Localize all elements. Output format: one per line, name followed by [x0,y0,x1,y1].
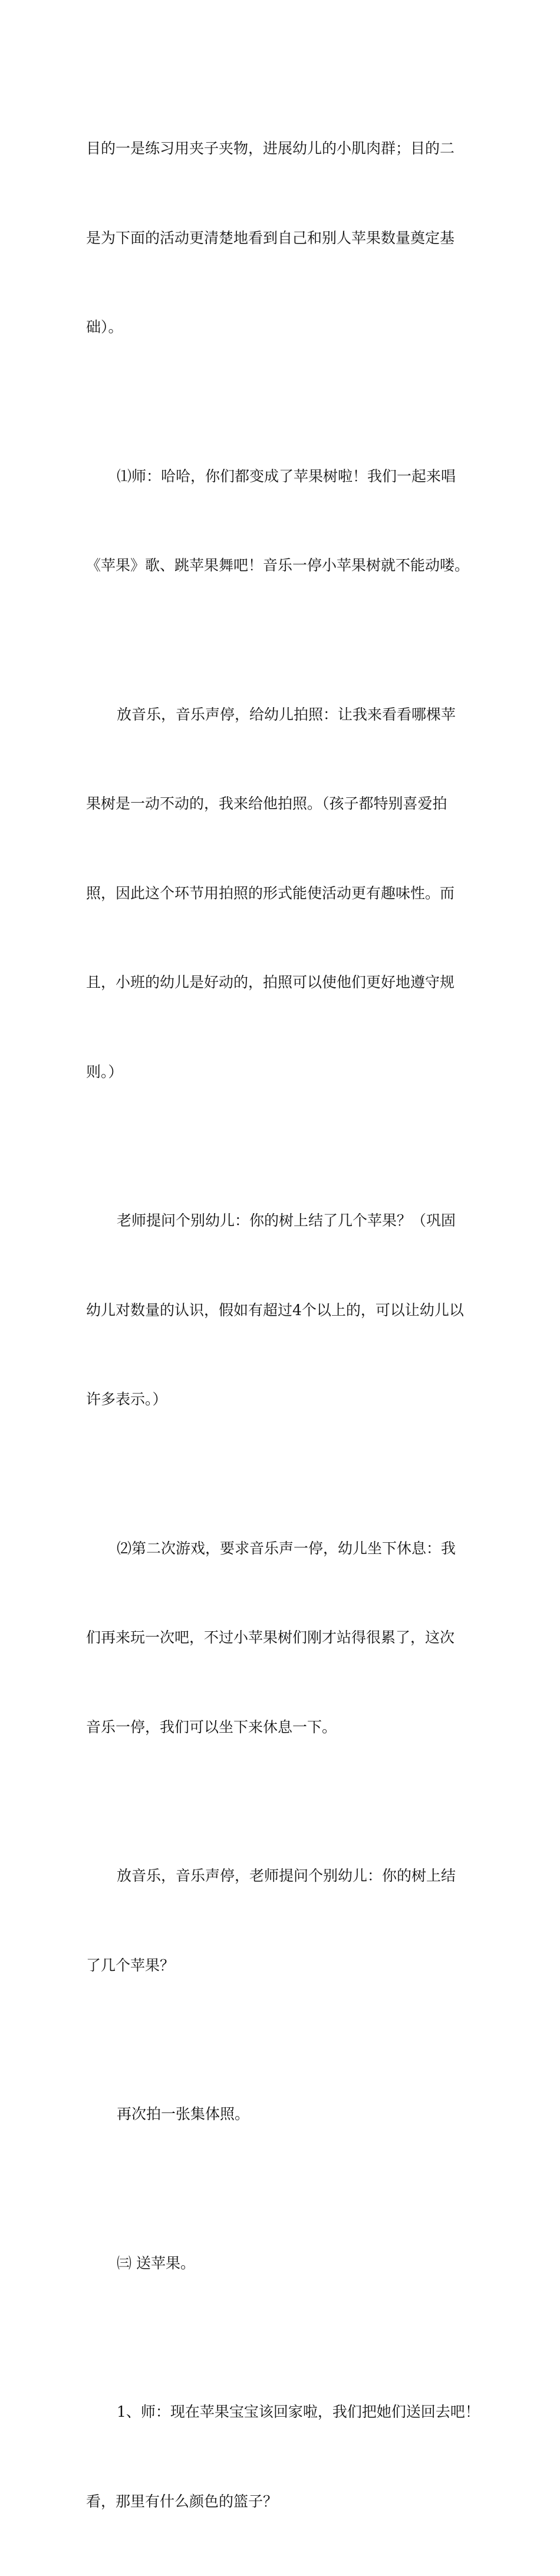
paragraph-question [86,1146,481,1474]
text-line: 且，小班的幼儿是好动的，拍照可以使他们更好地遵守规 [86,974,455,991]
text-line: 础）。 [86,318,123,336]
text-line: 放音乐，音乐声停，老师提问个别幼儿：你的树上结 [117,1867,456,1884]
paragraph-music [86,1802,481,2040]
text-line: 是为下面的活动更清楚地看到自己和别人苹果数量奠定基 [86,229,455,247]
text-line: 看，那里有什么颜色的篮子？ [86,2492,278,2510]
text-line: 老师提问个别幼儿：你的树上结了几个苹果？（巩固 [117,1212,456,1229]
document-body [86,74,481,2576]
paragraph-baskets [86,2338,481,2576]
text-line: 《苹果》歌、跳苹果舞吧！音乐一停小苹果树就不能动喽。 [86,557,470,574]
paragraph-group-photo [86,2040,481,2189]
text-line: 再次拍一张集体照。 [117,2105,250,2122]
text-line: ⑴师：哈哈，你们都变成了苹果树啦！我们一起来唱 [117,467,456,485]
section-heading-send-apples [86,2189,481,2338]
text-line: 们再来玩一次吧，不过小苹果树们刚才站得很累了，这次 [86,1629,455,1646]
paragraph-step-1 [86,402,481,640]
text-line: 音乐一停，我们可以坐下来休息一下。 [86,1718,337,1736]
text-line: 目的一是练习用夹子夹物，进展幼儿的小肌肉群；目的二 [86,140,455,157]
text-line: ⑵第二次游戏，要求音乐声一停，幼儿坐下休息：我 [117,1539,456,1557]
paragraph-purpose [86,74,481,402]
text-line: 照，因此这个环节用拍照的形式能使活动更有趣味性。而 [86,884,455,902]
text-line: 1、师：现在苹果宝宝该回家啦，我们把她们送回去吧！ [117,2403,480,2420]
text-line: 放音乐，音乐声停，给幼儿拍照：让我来看看哪棵苹 [117,705,456,723]
section-heading: ㈢ 送苹果。 [117,2254,195,2272]
paragraph-photo [86,640,481,1147]
text-line: 果树是一动不动的，我来给他拍照。（孩子都特别喜爱拍 [86,795,447,812]
text-line: 则。） [86,1063,123,1080]
paragraph-step-2 [86,1474,481,1802]
text-line: 幼儿对数量的认识，假如有超过4个以上的，可以让幼儿以 [86,1301,464,1319]
text-line: 许多表示。） [86,1391,167,1408]
text-line: 了几个苹果？ [86,1956,175,1974]
